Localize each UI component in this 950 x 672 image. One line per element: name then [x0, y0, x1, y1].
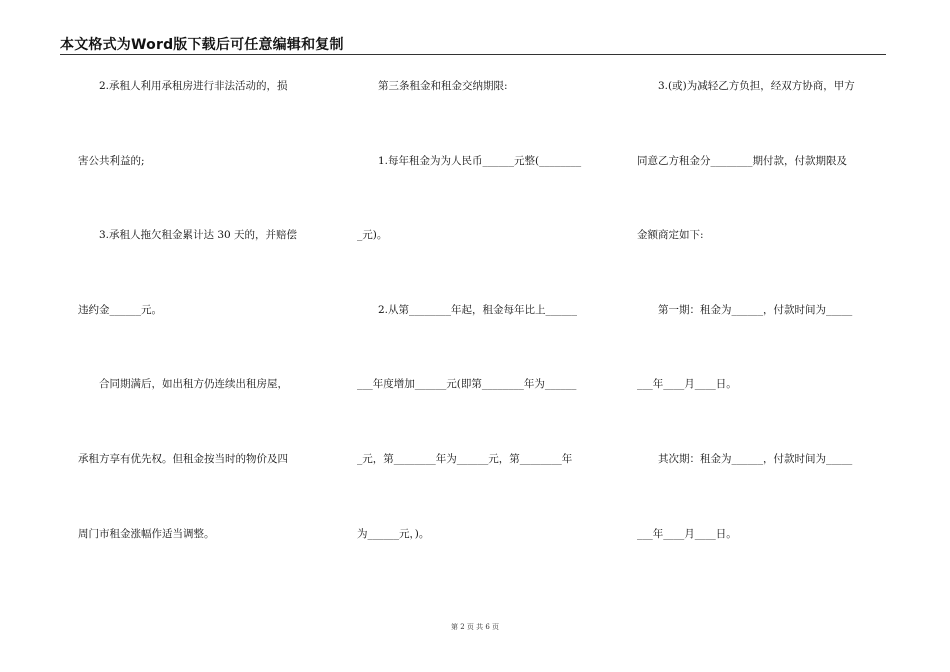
column-1-line-2: 害公共利益的; — [78, 154, 145, 167]
column-2-line-3: _元)。 — [357, 229, 388, 242]
column-1-line-7: 周门市租金涨幅作适当调整。 — [78, 527, 215, 540]
column-3-line-7: ___年____月____日。 — [637, 527, 737, 540]
header-title: 本文格式为Word版下载后可任意编辑和复制 — [60, 37, 344, 53]
column-1-line-3: 3.承租人拖欠租金累计达 30 天的，并赔偿 — [99, 229, 298, 242]
header-divider — [60, 54, 886, 55]
column-1-line-5: 合同期满后，如出租方仍连续出租房屋， — [99, 378, 288, 391]
text-column-3 — [637, 64, 887, 586]
column-3-line-6: 其次期：租金为______，付款时间为_____ — [658, 452, 853, 465]
column-2-line-4: 2.从第________年起，租金每年比上______ — [378, 303, 578, 316]
column-3-line-3: 金额商定如下: — [637, 229, 704, 242]
column-3-line-2: 同意乙方租金分________期付款，付款期限及 — [637, 154, 847, 167]
column-3-line-1: 3.(或)为减轻乙方负担，经双方协商，甲方 — [658, 80, 855, 92]
column-3-line-5: ___年____月____日。 — [637, 378, 737, 391]
text-column-2 — [357, 64, 605, 586]
column-2-line-1: 第三条租金和租金交纳期限: — [378, 80, 508, 92]
page-number: 第 2 页 共 6 页 — [450, 623, 500, 631]
column-2-line-6: _元，第________年为______元，第________年 — [357, 452, 573, 465]
column-2-line-7: 为______元，)。 — [357, 527, 430, 540]
column-2-line-2: 1.每年租金为为人民币______元整(________ — [378, 154, 582, 167]
column-1-line-1: 2.承租人利用承租房进行非法活动的，损 — [99, 80, 288, 92]
column-1-line-6: 承租方享有优先权。但租金按当时的物价及四 — [78, 452, 288, 465]
column-1-line-4: 违约金______元。 — [78, 303, 162, 316]
column-3-line-4: 第一期：租金为______，付款时间为_____ — [658, 303, 853, 316]
text-column-1 — [78, 64, 330, 586]
column-2-line-5: ___年度增加______元(即第________年为______ — [357, 378, 577, 391]
